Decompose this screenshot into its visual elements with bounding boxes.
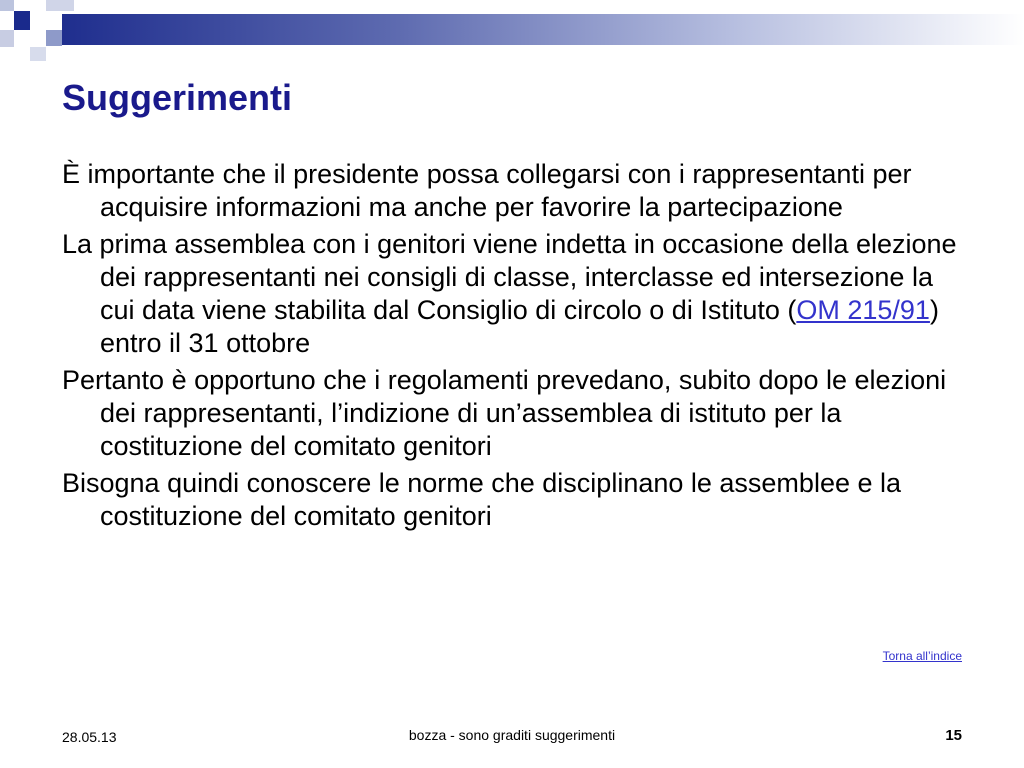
decorative-square	[0, 30, 14, 47]
bullet-item	[62, 467, 962, 533]
decorative-square	[14, 11, 30, 30]
footer-date: 28.05.13	[62, 729, 117, 745]
decorative-square	[30, 11, 46, 30]
bullet-text: La prima assemblea con i genitori viene indetta in occasione della elezione dei rappresentanti nei consigli di classe, interclasse ed intersezione la cui data viene stabilita dal Consiglio di circolo o di Istituto (	[62, 229, 957, 325]
om-215-91-link[interactable]: OM 215/91	[796, 295, 930, 325]
bullet-item	[62, 364, 962, 463]
back-to-index-link[interactable]: Torna all’indice	[882, 649, 962, 663]
header-gradient-bar	[62, 14, 1024, 45]
decorative-square	[46, 30, 62, 46]
decorative-square	[46, 0, 74, 11]
decorative-square	[30, 47, 46, 61]
decorative-square	[30, 0, 46, 11]
bullet-text: Bisogna quindi conoscere le norme che disciplinano le assemblee e la costituzione del comitato genitori	[62, 468, 902, 531]
footer-caption: bozza - sono graditi suggerimenti	[408, 727, 616, 743]
bullet-item	[62, 158, 962, 224]
bullet-text: Pertanto è opportuno che i regolamenti prevedano, subito dopo le elezioni dei rappresentanti, l’indizione di un’assemblea di istituto per la costituzione del comitato genitori	[62, 365, 947, 461]
bullet-text: È importante che il presidente possa collegarsi con i rappresentanti per acquisire informazioni ma anche per favorire la partecipazione	[62, 159, 912, 222]
page-number: 15	[945, 727, 962, 744]
bullet-item	[62, 228, 962, 360]
slide-body	[62, 158, 962, 537]
bullet-text: ) entro il 31 ottobre	[100, 295, 939, 358]
slide-title: Suggerimenti	[62, 77, 293, 118]
decorative-square	[0, 0, 14, 11]
